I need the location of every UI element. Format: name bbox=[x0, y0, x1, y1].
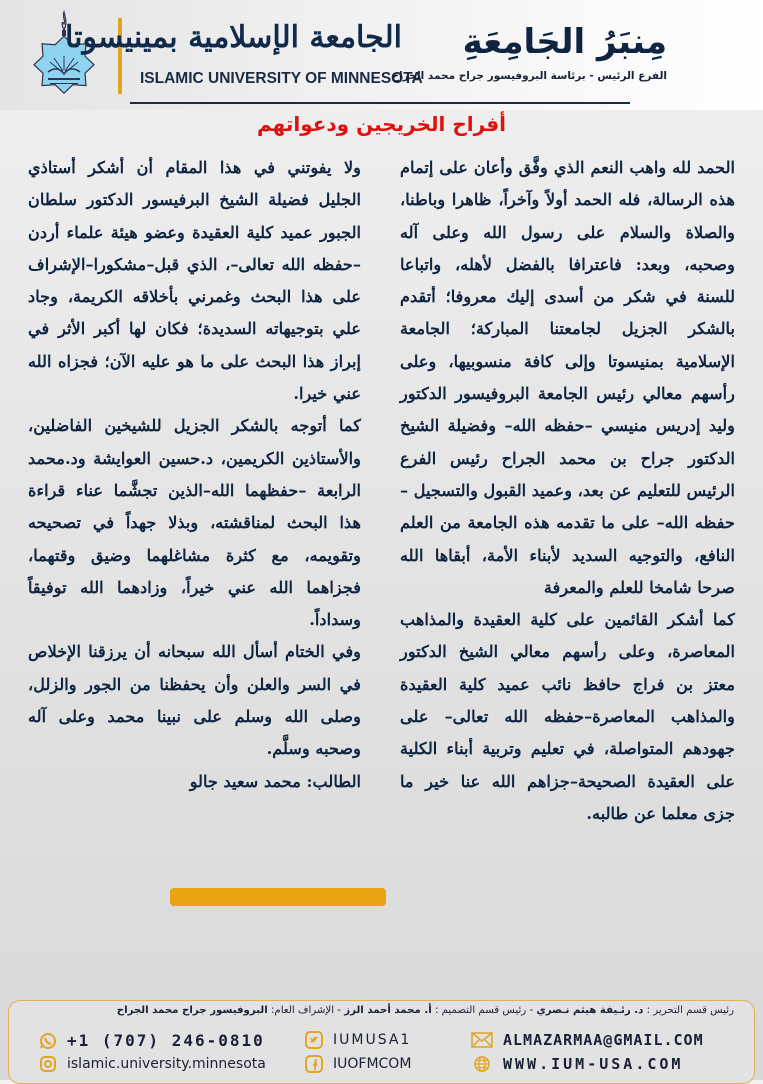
article-left-column bbox=[28, 152, 361, 798]
editor-label: رئيس قسم التحرير : bbox=[646, 1005, 734, 1016]
credits-line bbox=[117, 1005, 734, 1016]
contact-twitter[interactable] bbox=[305, 1031, 411, 1049]
contact-facebook[interactable] bbox=[305, 1055, 411, 1073]
university-name-arabic: الجامعة الإسلامية بمينيسوتا bbox=[65, 20, 402, 55]
page-footer bbox=[8, 1000, 755, 1084]
instagram-handle: islamic.university.minnesota bbox=[67, 1056, 266, 1072]
publication-subtitle: الفرع الرئيس - برئاسة البروفيسور جراح محمد الجراح bbox=[391, 70, 667, 82]
contact-website[interactable] bbox=[471, 1055, 683, 1073]
article-right-column bbox=[400, 152, 735, 830]
email-icon bbox=[471, 1031, 493, 1049]
design-label: - رئيس قسم التصميم : bbox=[434, 1005, 534, 1016]
globe-icon bbox=[471, 1055, 493, 1073]
instagram-icon bbox=[39, 1055, 57, 1073]
facebook-handle: IUOFMCOM bbox=[333, 1056, 412, 1072]
supervision-label: - الإشراف العام: bbox=[270, 1005, 341, 1016]
page-header bbox=[0, 0, 763, 110]
facebook-icon bbox=[305, 1055, 323, 1073]
whatsapp-icon bbox=[39, 1032, 57, 1050]
twitter-icon bbox=[305, 1031, 323, 1049]
phone-number: +1 (707) 246-0810 bbox=[67, 1031, 265, 1050]
supervision-name: البروفيسور جراح محمد الجراح bbox=[116, 1005, 268, 1016]
contact-whatsapp[interactable] bbox=[39, 1031, 265, 1050]
header-divider bbox=[130, 102, 630, 104]
paragraph: وفي الختام أسأل الله سبحانه أن يرزقنا الإخلاص في السر والعلن وأن يحفظنا من الجور والزلل، وصلى الله وسلم على نبينا محمد وعلى آله وصحبه وسلَّم. bbox=[28, 642, 361, 759]
design-name: أ. محمد أحمد الرز bbox=[344, 1005, 432, 1016]
paragraph: كما أتوجه بالشكر الجزيل للشيخين الفاضلين، والأستاذين الكريمين، د.حسين العوايشة ود.محمد الرابعة –حفظهما الله–الذين تجشَّما عناء قراءة هذا البحث لمناقشته، وبذلا جهداً في تصحيحه وتقويمه، مع كثرة مشاغلهما وضيق وقتهما، فجزاهما الله عني خيراً، وزادهما الله توفيقاً وسداداً. bbox=[28, 416, 361, 630]
twitter-handle: IUMUSA1 bbox=[333, 1032, 412, 1048]
paragraph: كما أشكر القائمين على كلية العقيدة والمذاهب المعاصرة، وعلى رأسهم معالي الشيخ الدكتور معتز بن فراج حافظ نائب عميد كلية العقيدة والمذاهب المعاصرة–حفظه الله تعالى– على جهودهم المتواصلة، في تعليم وتربية أبناء الكلية على العقيدة الصحيحة–جزاهم الله عنا خير ما جزى معلما عن طالبه. bbox=[400, 610, 735, 823]
signature: الطالب: محمد سعيد جالو bbox=[189, 771, 361, 791]
contact-email[interactable] bbox=[471, 1031, 704, 1049]
article-title: أفراح الخريجين ودعواتهم bbox=[256, 112, 507, 136]
editor-name: د. رئـيفة هيثم نـصري bbox=[536, 1005, 644, 1016]
paragraph: الحمد لله واهب النعم الذي وفَّق وأعان على إتمام هذه الرسالة، فله الحمد أولاً وآخراً، ظاهرا وباطنا، والصلاة والسلام على رسول الله وعلى آله وصحبه، وبعد: فاعترافا بالفضل لأهله، واتباعا للسنة في شكر من أسدى إليك معروفا؛ أتقدم بالشكر الجزيل لجامعتنا المباركة؛ الجامعة الإسلامية بمنيسوتا وإلى كافة منسوبيها، وعلى رأسهم معالي رئيس الجامعة البروفيسور الدكتور وليد إدريس منيسي –حفظه الله– وفضيلة الشيخ الدكتور جراح بن محمد الجراح رئيس الفرع الرئيس للتعليم عن بعد، وعميد القبول والتسجيل –حفظه الله– على ما تقدمه هذه الجامعة من العلم النافع، والتوجيه السديد لأبناء الأمة، أبقاها الله صرحا شامخا للعلم والمعرفة bbox=[400, 158, 735, 597]
paragraph: ولا يفوتني في هذا المقام أن أشكر أستاذي الجليل فضيلة الشيخ البرفيسور الدكتور سلطان الجبور عميد كلية العقيدة وعضو هيئة علماء أردن –حفظه الله تعالى–، الذي قبل–مشكورا–الإشراف على هذا البحث وغمرني بأخلاقه الكريمة، وجاد علي بتوجيهاته السديدة؛ فكان لها أكبر الأثر في إبراز هذا البحث على ما هو عليه الآن؛ فجزاه الله عني خيرا. bbox=[28, 158, 361, 404]
contact-instagram[interactable] bbox=[39, 1055, 266, 1073]
university-name-english: ISLAMIC UNIVERSITY OF MINNESOTA bbox=[140, 70, 423, 87]
website-url: WWW.IUM-USA.COM bbox=[503, 1055, 684, 1073]
email-address: ALMAZARMAA@GMAIL.COM bbox=[503, 1031, 704, 1049]
publication-title: مِنبَرُ الجَامِعَةِ bbox=[462, 22, 667, 62]
signature-highlight bbox=[170, 888, 386, 906]
